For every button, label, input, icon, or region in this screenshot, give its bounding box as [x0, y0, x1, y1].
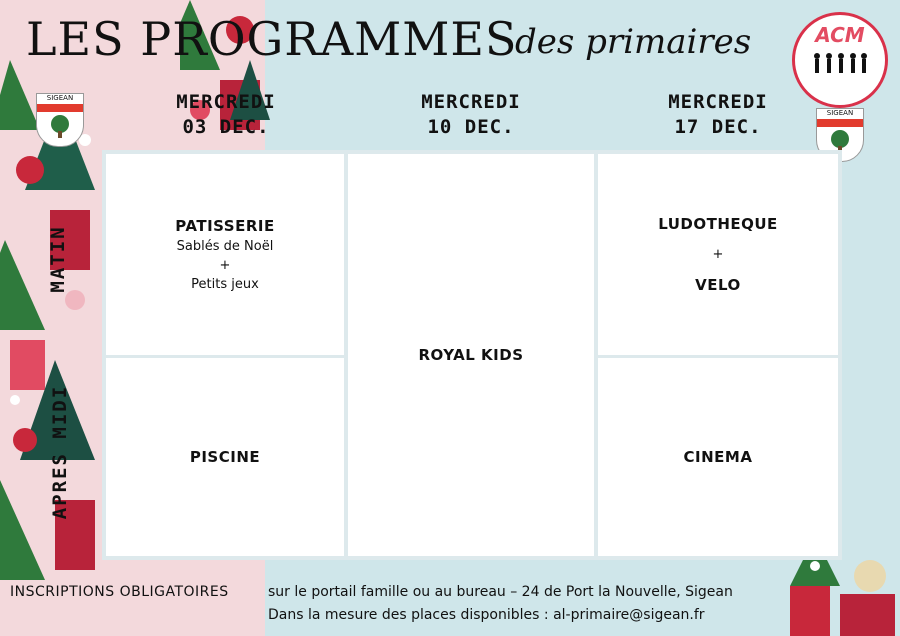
- acm-logo-text: ACM: [815, 23, 865, 47]
- row-label-afternoon: APRES MIDI: [49, 384, 71, 520]
- column-day: MERCREDI: [176, 91, 276, 113]
- crest-name: SIGEAN: [826, 109, 854, 117]
- registration-required: INSCRIPTIONS OBLIGATOIRES: [10, 584, 229, 600]
- column-date: 10 DEC.: [427, 116, 515, 138]
- cell-day1-afternoon: [106, 358, 344, 556]
- activity-title: ROYAL KIDS: [418, 346, 524, 364]
- activity-plus: +: [712, 247, 724, 262]
- cell-day3-morning: [598, 154, 838, 355]
- page-subtitle: des primaires: [515, 22, 752, 62]
- activity-plus: +: [219, 258, 231, 273]
- registration-info: sur le portail famille ou au bureau – 24 de Port la Nouvelle, Sigean: [268, 584, 733, 600]
- column-date: 03 DEC.: [182, 116, 270, 138]
- activity-title: VELO: [695, 276, 741, 294]
- column-date: 17 DEC.: [674, 116, 762, 138]
- row-label-morning: MATIN: [47, 225, 69, 293]
- children-silhouettes-icon: [809, 51, 871, 81]
- acm-logo: [792, 12, 888, 108]
- activity-detail: Sablés de Noël: [176, 239, 274, 254]
- activity-title: PISCINE: [189, 448, 261, 466]
- availability-contact: Dans la mesure des places disponibles : al-primaire@sigean.fr: [268, 607, 705, 623]
- activity-detail: Petits jeux: [191, 277, 259, 292]
- column-day: MERCREDI: [421, 91, 521, 113]
- activity-title: LUDOTHEQUE: [658, 215, 778, 233]
- activity-title: CINEMA: [683, 448, 753, 466]
- cell-day2-full: [348, 154, 594, 556]
- column-day: MERCREDI: [668, 91, 768, 113]
- cell-day1-morning: [106, 154, 344, 355]
- schedule-grid: [102, 150, 842, 560]
- crest-name: SIGEAN: [46, 94, 74, 102]
- column-header-2: [391, 90, 551, 140]
- tree-icon: [37, 113, 83, 139]
- sigean-crest-left: [36, 93, 84, 147]
- activity-title: PATISSERIE: [175, 217, 275, 235]
- cell-day3-afternoon: [598, 358, 838, 556]
- page-title: LES PROGRAMMES: [26, 12, 518, 66]
- column-header-3: [638, 90, 798, 140]
- column-header-1: [146, 90, 306, 140]
